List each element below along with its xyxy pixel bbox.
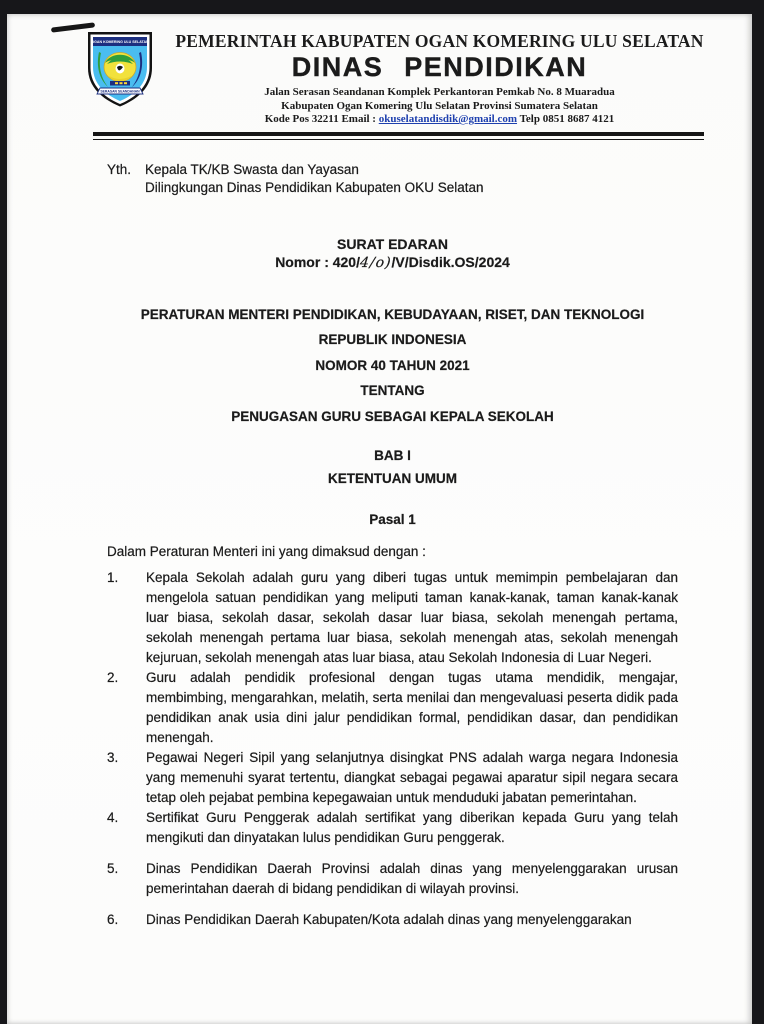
agency-name: DINAS PENDIDIKAN <box>291 52 588 82</box>
logo-band-label: OGAN KOMERING ULU SELATAN <box>91 40 149 44</box>
list-item-text: Dinas Pendidikan Daerah Provinsi adalah dinas yang menyelenggarakan urusan pemerintahan daerah di bidang pendidikan di wilayah provinsi. <box>146 861 678 896</box>
phone-label: Telp 0851 8687 4121 <box>519 113 615 125</box>
list-item-text: Dinas Pendidikan Daerah Kabupaten/Kota adalah dinas yang menyelenggarakan <box>146 912 632 927</box>
email-link: okuselatandisdik@gmail.com <box>378 113 518 125</box>
letter-number-prefix: Nomor : 420/ <box>275 254 360 270</box>
list-item <box>107 568 678 668</box>
regulation-line-4: TENTANG <box>360 383 425 398</box>
list-item-number: 4. <box>107 810 119 825</box>
regulation-line-2: REPUBLIK INDONESIA <box>318 332 467 347</box>
letter-number <box>107 253 678 273</box>
list-item-number: 3. <box>107 750 119 765</box>
chapter-title: KETENTUAN UMUM <box>328 471 457 486</box>
letter-body <box>107 161 678 931</box>
recipient-line-1: Kepala TK/KB Swasta dan Yayasan <box>145 161 359 177</box>
recipient-lines <box>145 161 483 198</box>
letter-type-title: SURAT EDARAN <box>337 235 448 252</box>
list-item <box>107 910 678 930</box>
list-item <box>107 808 678 848</box>
definitions-list <box>107 568 678 930</box>
regulation-line-5: PENUGASAN GURU SEBAGAI KEPALA SEKOLAH <box>231 408 554 424</box>
address-line-1: Jalan Serasan Seandanan Komplek Perkantoran Pemkab No. 8 Muaradua <box>264 86 615 98</box>
recipient-block <box>107 161 678 198</box>
letter-number-suffix: /V/Disdik.OS/2024 <box>391 254 510 270</box>
address-line-3 <box>173 113 706 127</box>
list-item-number: 6. <box>107 912 119 927</box>
list-item-number: 5. <box>107 861 119 876</box>
list-item <box>107 859 678 899</box>
subject-block <box>107 235 678 273</box>
list-item-text: Sertifikat Guru Penggerak adalah sertifikat yang diberikan kepada Guru yang telah mengikuti dan dinyatakan lulus pendidikan Guru penggerak. <box>146 810 678 845</box>
document-page <box>7 14 752 1024</box>
list-item <box>107 748 678 808</box>
article-intro: Dalam Peraturan Menteri ini yang dimaksud dengan : <box>107 544 426 559</box>
letter-number-handwritten: 4/o) <box>359 255 393 271</box>
article-title: Pasal 1 <box>369 512 416 527</box>
list-item-text: Pegawai Negeri Sipil yang selanjutnya disingkat PNS adalah warga negara Indonesia yang memenuhi syarat tertentu, diangkat sebagai pegawai aparatur sipil negara secara tetap oleh pejabat pembina kepegawaian untuk menduduki jabatan pemerintahan. <box>146 750 678 805</box>
letterhead-divider <box>93 132 704 140</box>
list-item-number: 2. <box>107 670 119 685</box>
recipient-line-2: Dilingkungan Dinas Pendidikan Kabupaten OKU Selatan <box>145 180 484 195</box>
list-item-text: Guru adalah pendidik profesional dengan tugas utama mendidik, mengajar, membimbing, mengarahkan, melatih, serta menilai dan mengevaluasi peserta didik pada pendidikan anak usia dini jalur pendidikan formal, pendidikan dasar, dan pendidikan menengah. <box>146 670 678 745</box>
letterhead <box>81 14 706 140</box>
postal-code-label: Kode Pos 32211 Email : <box>264 113 379 125</box>
regulation-line-1: PERATURAN MENTERI PENDIDIKAN, KEBUDAYAAN, RISET, DAN TEKNOLOGI <box>140 306 645 322</box>
recipient-salutation: Yth. <box>107 161 132 177</box>
list-item-number: 1. <box>107 570 119 585</box>
list-item <box>107 668 678 748</box>
regulation-line-3: NOMOR 40 TAHUN 2021 <box>315 357 470 373</box>
letterhead-text <box>173 31 706 127</box>
regency-coat-of-arms-icon <box>85 30 155 108</box>
chapter-heading <box>107 444 678 490</box>
logo-motto-label: SERASAN SEANDANAN <box>100 89 140 94</box>
list-item-text: Kepala Sekolah adalah guru yang diberi tugas untuk memimpin pembelajaran dan mengelola satuan pendidikan yang meliputi taman kanak-kanak, taman kanak-kanak luar biasa, sekolah dasar, sekolah dasar luar biasa, sekolah menengah pertama, sekolah menengah pertama luar biasa, sekolah menengah atas, sekolah menengah kejuruan, sekolah menengah atas luar biasa, atau Sekolah Indonesia di Luar Negeri. <box>146 570 678 665</box>
government-name: PEMERINTAH KABUPATEN OGAN KOMERING ULU SELATAN <box>175 31 704 51</box>
regulation-heading <box>107 302 678 430</box>
address-line-2: Kabupaten Ogan Komering Ulu Selatan Provinsi Sumatera Selatan <box>281 99 598 112</box>
chapter-number: BAB I <box>374 448 411 463</box>
